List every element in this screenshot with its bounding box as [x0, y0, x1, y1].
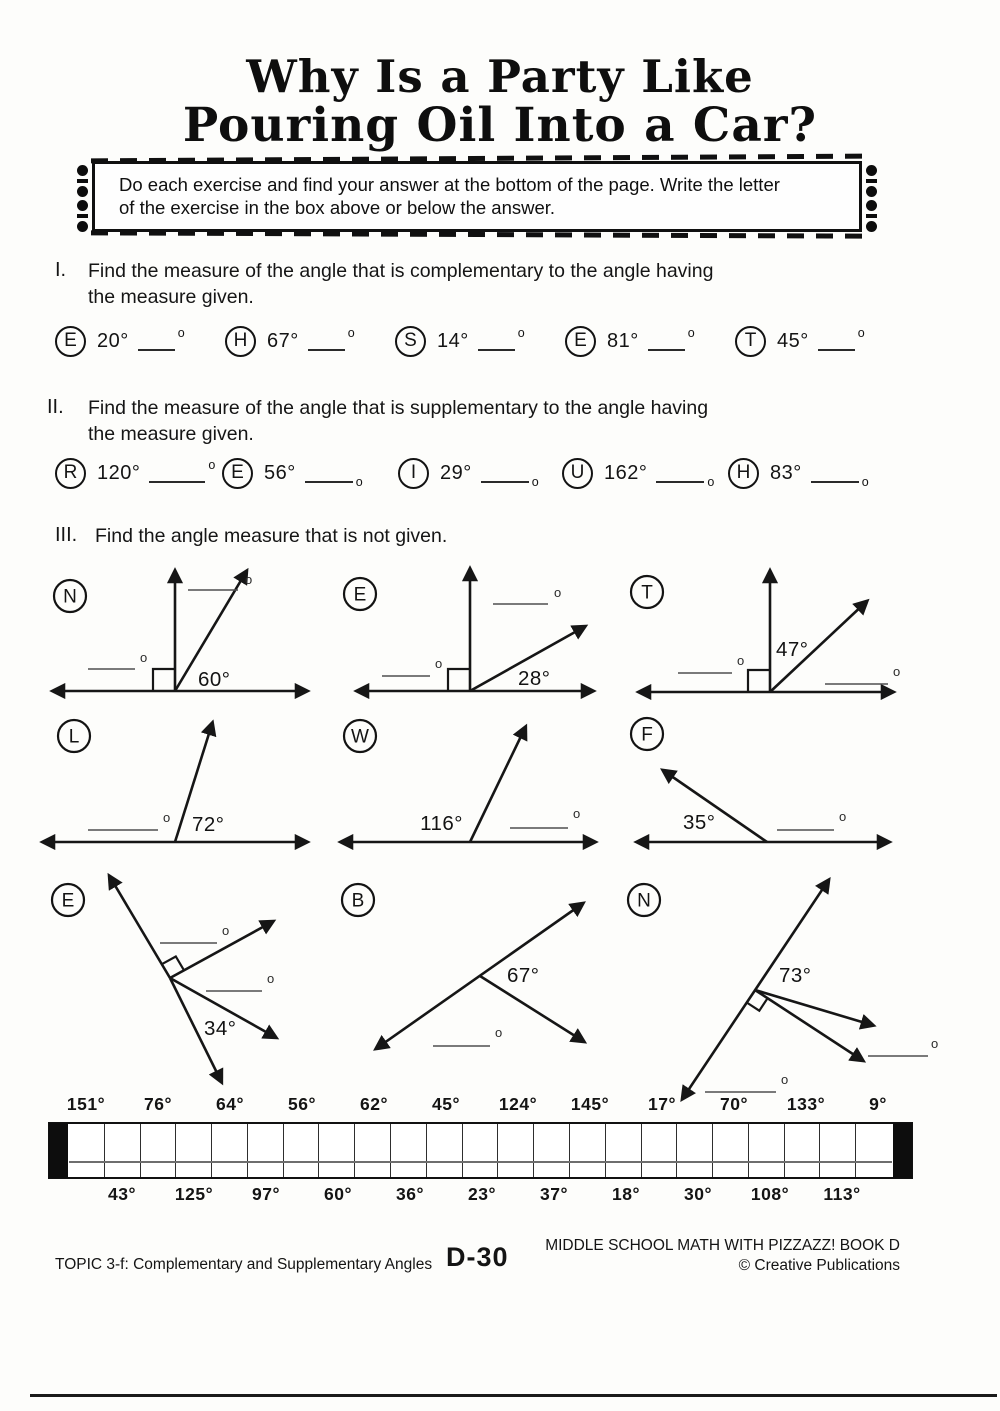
problem-s2-R120 [55, 456, 215, 490]
degree-mark: o [163, 810, 171, 825]
angle-diagram-L [30, 712, 320, 864]
degree-mark: o [222, 923, 230, 938]
diagram-letter: B [351, 890, 365, 912]
section2-heading-line2: the measure given. [88, 423, 254, 445]
instruction-line1: Do each exercise and find your answer at the bottom of the page. Write the letter [119, 174, 780, 195]
problem-s2-I29 [398, 456, 539, 490]
degree-mark: o [931, 1036, 939, 1051]
problem-letter-badge [55, 326, 86, 357]
instruction-text [95, 164, 859, 219]
diagonal-line [377, 904, 582, 1048]
given-angle-label: 60° [198, 668, 231, 691]
answer-cell[interactable] [713, 1124, 749, 1177]
degree-mark: o [435, 656, 443, 671]
section1-heading-line1: Find the measure of the angle that is complementary to the angle having [88, 260, 714, 282]
given-angle-label: 34° [204, 1017, 237, 1040]
answer-cell[interactable] [570, 1124, 606, 1177]
problem-letter-badge [735, 326, 766, 357]
given-angle-label: 73° [779, 964, 812, 987]
answer-cell[interactable] [69, 1124, 105, 1177]
degree-mark: o [737, 653, 745, 668]
problem-letter-badge [728, 458, 759, 489]
degree-mark: o [861, 475, 869, 489]
footer-book-title: MIDDLE SCHOOL MATH WITH PIZZAZZ! BOOK D [545, 1237, 900, 1254]
answer-label: 76° [144, 1094, 172, 1114]
problem-s1-E81 [565, 324, 695, 358]
section2-heading-line1: Find the measure of the angle that is supplementary to the angle having [88, 397, 709, 419]
section1-heading [88, 258, 713, 310]
answer-cell[interactable] [105, 1124, 141, 1177]
strip-writing-line [69, 1161, 892, 1163]
problem-s1-T45 [735, 324, 865, 358]
problem-letter-badge [395, 326, 426, 357]
degree-mark: o [245, 572, 253, 587]
answer-label: 62° [360, 1094, 388, 1114]
dashed-border-top [91, 154, 863, 164]
problem-value: 56° [264, 461, 296, 484]
strip-end-cap-right [893, 1123, 912, 1178]
answer-label: 17° [648, 1094, 676, 1114]
answer-blank[interactable] [811, 463, 859, 483]
answer-label: 23° [468, 1184, 496, 1204]
problem-value: 45° [777, 329, 809, 352]
problem-s1-S14 [395, 324, 525, 358]
answer-cell[interactable] [534, 1124, 570, 1177]
given-angle-label: 28° [518, 667, 551, 690]
degree-mark: o [781, 1072, 789, 1087]
problem-s1-E20 [55, 324, 185, 358]
problem-letter: H [736, 462, 751, 483]
degree-mark: o [177, 326, 185, 340]
answer-cell[interactable] [785, 1124, 821, 1177]
answer-cell[interactable] [212, 1124, 248, 1177]
footer-topic: TOPIC 3-f: Complementary and Supplementary Angles [55, 1256, 433, 1273]
degree-mark: o [140, 650, 148, 665]
page-title-line1: Why Is a Party Like [246, 50, 754, 103]
problem-letter-badge [222, 458, 253, 489]
footer-publisher: © Creative Publications [738, 1257, 900, 1274]
diagram-letter: N [63, 586, 77, 608]
problem-letter: S [404, 330, 417, 351]
instruction-box [92, 161, 862, 232]
section2-heading [88, 395, 708, 447]
answer-label: 56° [288, 1094, 316, 1114]
given-angle-label: 35° [683, 811, 716, 834]
problem-value: 14° [437, 329, 469, 352]
page-title-line2: Pouring Oil Into a Car? [182, 98, 818, 153]
section3-heading: Find the angle measure that is not given. [95, 525, 448, 547]
degree-mark: o [208, 458, 216, 472]
answer-label: 113° [823, 1184, 861, 1204]
page-bottom-rule [30, 1394, 997, 1397]
answer-blank[interactable] [308, 331, 345, 351]
answer-cell[interactable] [176, 1124, 212, 1177]
answer-labels-bottom [48, 1184, 913, 1208]
problem-value: 83° [770, 461, 802, 484]
answer-label: 45° [432, 1094, 460, 1114]
diagram-letter: E [353, 584, 367, 606]
answer-label: 60° [324, 1184, 352, 1204]
problem-value: 81° [607, 329, 639, 352]
answer-label: 70° [720, 1094, 748, 1114]
strip-end-cap-left [49, 1123, 68, 1178]
problem-letter: E [64, 330, 77, 351]
section3-numeral: III. [55, 524, 78, 546]
section1-numeral: I. [55, 259, 67, 281]
upper-ray [170, 922, 272, 978]
bead-ornament-left [77, 165, 88, 232]
degree-mark: o [495, 1025, 503, 1040]
degree-mark: o [687, 326, 695, 340]
answer-label: 30° [684, 1184, 712, 1204]
section1-heading-line2: the measure given. [88, 286, 254, 308]
ray-b [755, 990, 862, 1060]
angle-diagram-W [330, 712, 620, 864]
given-angle-label: 116° [420, 812, 463, 835]
degree-mark: o [573, 806, 581, 821]
problem-letter-badge [225, 326, 256, 357]
answer-label: 36° [396, 1184, 424, 1204]
diagram-letter: T [641, 582, 653, 604]
instruction-line2: of the exercise in the box above or below the answer. [119, 197, 556, 218]
diagram-letter: E [61, 890, 75, 912]
slanted-ray [470, 728, 525, 842]
answer-blank[interactable] [149, 463, 205, 483]
answer-strip [48, 1122, 913, 1179]
answer-cell[interactable] [606, 1124, 642, 1177]
problem-letter-badge [55, 458, 86, 489]
problem-s2-U162 [562, 456, 714, 490]
answer-blank[interactable] [305, 463, 353, 483]
degree-mark: o [839, 809, 847, 824]
problem-letter: H [233, 330, 248, 351]
answer-cell[interactable] [355, 1124, 391, 1177]
angle-diagram-B [330, 866, 630, 1101]
degree-mark: o [857, 326, 865, 340]
degree-mark: o [347, 326, 355, 340]
given-angle-label: 47° [776, 638, 809, 661]
degree-mark: o [531, 475, 539, 489]
diagram-letter: N [637, 890, 651, 912]
answer-cell[interactable] [820, 1124, 856, 1177]
answer-cell[interactable] [391, 1124, 427, 1177]
answer-label: 125° [174, 1184, 214, 1204]
answer-cell[interactable] [498, 1124, 534, 1177]
answer-cell[interactable] [319, 1124, 355, 1177]
problem-s2-E56 [222, 456, 363, 490]
answer-label: 97° [252, 1184, 280, 1204]
section2-numeral: II. [47, 396, 64, 418]
problem-s1-H67 [225, 324, 355, 358]
answer-blank[interactable] [481, 463, 529, 483]
answer-blank[interactable] [478, 331, 515, 351]
answer-label: 151° [66, 1094, 106, 1114]
answer-cell[interactable] [284, 1124, 320, 1177]
answer-blank[interactable] [138, 331, 175, 351]
answer-cell[interactable] [248, 1124, 284, 1177]
angle-diagram-T1 [620, 556, 910, 706]
degree-mark: o [554, 585, 562, 600]
answer-cells [69, 1124, 892, 1177]
diagram-letter: W [351, 726, 369, 748]
degree-mark: o [267, 971, 275, 986]
right-angle-mark [748, 670, 770, 692]
answer-cell[interactable] [856, 1124, 892, 1177]
problem-letter: U [570, 462, 585, 483]
problem-value: 67° [267, 329, 299, 352]
line-upper-left [110, 877, 170, 978]
problem-value: 20° [97, 329, 129, 352]
answer-blank[interactable] [656, 463, 704, 483]
problem-letter: E [574, 330, 587, 351]
answer-label: 37° [540, 1184, 568, 1204]
answer-cell[interactable] [463, 1124, 499, 1177]
answer-label: 133° [786, 1094, 826, 1114]
answer-cell[interactable] [141, 1124, 177, 1177]
bead-ornament-right [866, 165, 877, 232]
problem-letter-badge [398, 458, 429, 489]
ray-a [755, 990, 872, 1025]
answer-label: 43° [108, 1184, 136, 1204]
answer-label: 108° [750, 1184, 790, 1204]
answer-label: 9° [869, 1094, 887, 1114]
degree-mark: o [355, 475, 363, 489]
answer-label: 64° [216, 1094, 244, 1114]
right-angle-mark [153, 669, 175, 691]
answer-cell[interactable] [749, 1124, 785, 1177]
answer-label: 145° [570, 1094, 610, 1114]
problem-letter-badge [565, 326, 596, 357]
footer-page-code: D-30 [446, 1242, 509, 1272]
answer-cell[interactable] [642, 1124, 678, 1177]
answer-blank[interactable] [648, 331, 685, 351]
problem-letter: R [63, 462, 78, 483]
problem-letter: E [231, 462, 244, 483]
problem-s2-H83 [728, 456, 869, 490]
answer-cell[interactable] [677, 1124, 713, 1177]
degree-mark: o [707, 475, 715, 489]
problem-value: 29° [440, 461, 472, 484]
answer-label: 124° [498, 1094, 538, 1114]
answer-labels-top [48, 1094, 913, 1118]
problem-letter: I [410, 462, 417, 483]
problem-letter-badge [562, 458, 593, 489]
problem-letter: T [744, 330, 757, 351]
angle-diagram-E1 [330, 556, 610, 706]
angle-diagram-F [620, 712, 920, 864]
angle-diagram-E3 [40, 866, 340, 1101]
problem-value: 120° [97, 461, 141, 484]
right-angle-mark [448, 669, 470, 691]
problem-value: 162° [604, 461, 648, 484]
degree-mark: o [517, 326, 525, 340]
given-angle-label: 72° [192, 813, 225, 836]
given-angle-label: 67° [507, 964, 540, 987]
answer-blank[interactable] [818, 331, 855, 351]
angle-diagram-N3 [620, 866, 940, 1111]
dashed-border-bottom [91, 230, 863, 238]
degree-mark: o [893, 664, 901, 679]
answer-cell[interactable] [427, 1124, 463, 1177]
diagram-letter: F [641, 724, 653, 746]
diagram-letter: L [68, 726, 80, 748]
answer-label: 18° [612, 1184, 640, 1204]
angle-diagram-N1 [40, 556, 320, 706]
footer-publisher-block [545, 1236, 900, 1276]
